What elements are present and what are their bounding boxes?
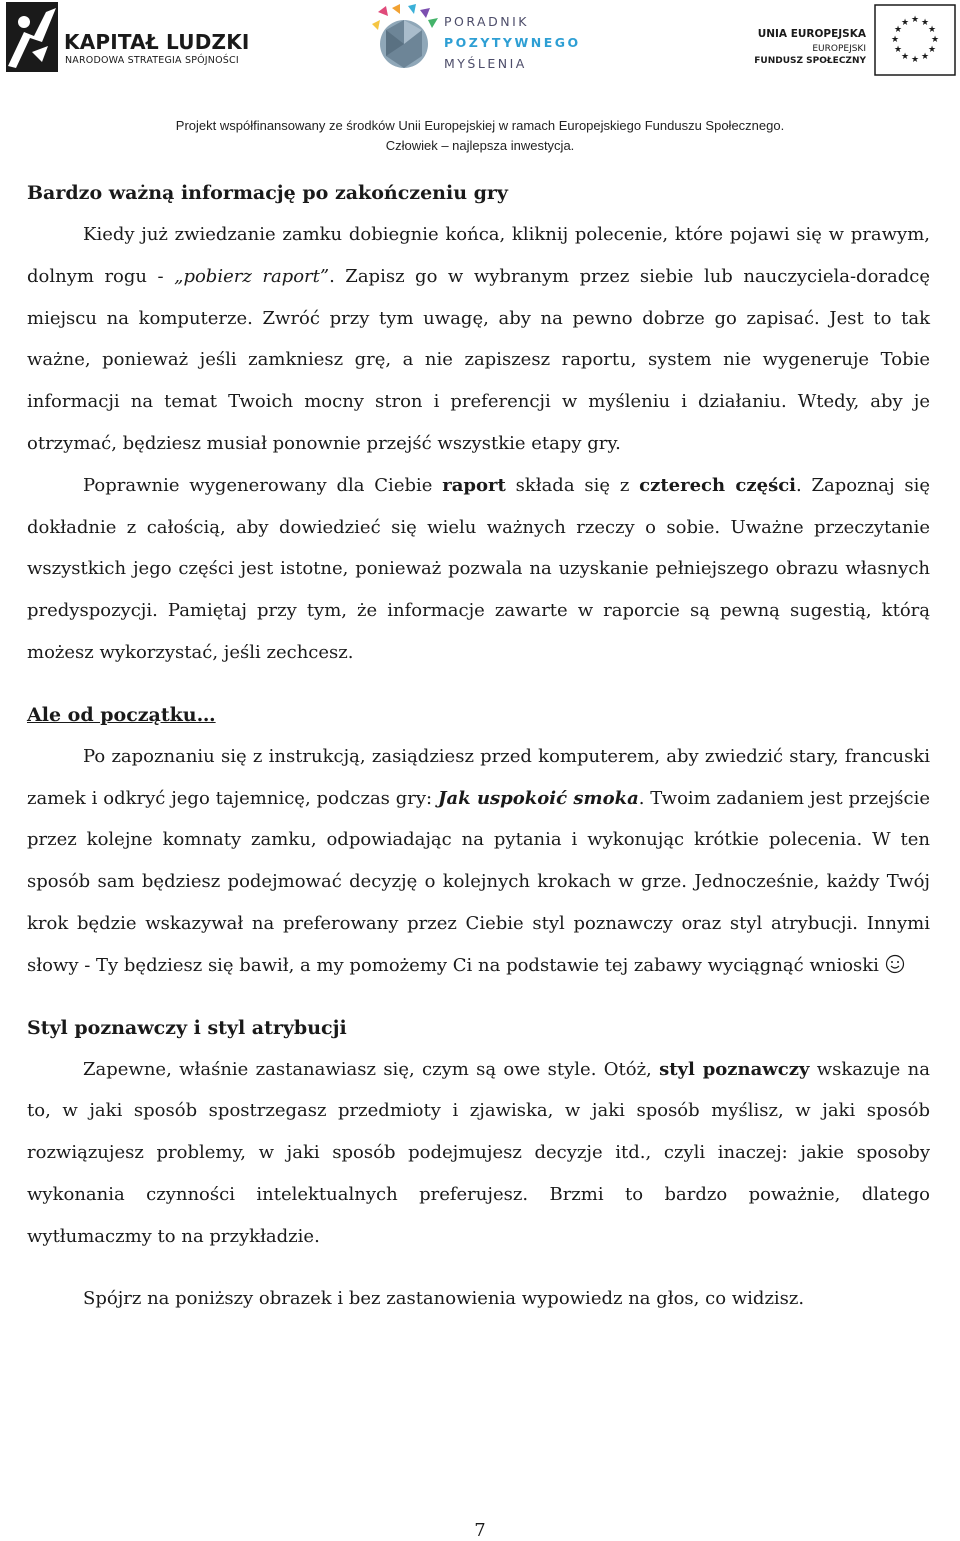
section-1-paragraph-2 — [27, 465, 930, 674]
eu-line-3: FUNDUSZ SPOŁECZNY — [754, 56, 866, 66]
project-info — [0, 116, 960, 156]
smiley-icon — [885, 954, 905, 974]
section-2-paragraph-1 — [27, 736, 930, 987]
section-2-heading-text: Ale od początku… — [27, 703, 216, 726]
section-3-paragraph-2: Spójrz na poniższy obrazek i bez zastanowienia wypowiedz na głos, co widzisz. — [83, 1287, 805, 1309]
game-title: Jak uspokoić smoka — [437, 787, 639, 809]
bold-four-parts: czterech części — [639, 474, 796, 496]
download-report-quote: „pobierz raport” — [174, 265, 330, 287]
svg-text:★: ★ — [893, 45, 903, 55]
text-run: Zapewne, właśnie zastanawiasz się, czym są owe style. Otóż, — [83, 1058, 660, 1080]
eu-flag-icon — [874, 4, 956, 76]
poradnik-line-1: PORADNIK — [444, 14, 529, 29]
svg-text:★: ★ — [893, 25, 903, 35]
section-1-paragraph-1 — [27, 214, 930, 465]
poradnik-logo — [370, 4, 590, 76]
svg-text:★: ★ — [900, 52, 910, 62]
section-3-paragraph-1 — [27, 1049, 930, 1258]
svg-text:★: ★ — [900, 18, 910, 28]
text-run: składa się z — [505, 474, 640, 496]
svg-text:★: ★ — [910, 15, 920, 25]
section-2-heading — [27, 694, 930, 736]
section-3-heading: Styl poznawczy i styl atrybucji — [27, 1016, 347, 1039]
svg-text:★: ★ — [927, 45, 937, 55]
svg-text:★: ★ — [920, 18, 930, 28]
project-line-2: Człowiek – najlepsza inwestycja. — [385, 138, 575, 153]
bold-cognitive-style: styl poznawczy — [659, 1058, 810, 1080]
document-body — [27, 172, 930, 1319]
poradnik-line-3: MYŚLENIA — [444, 56, 527, 71]
text-run: Kiedy już zwiedzanie zamku dobiegnie końca, kliknij polecenie, które pojawi się w prawym, dolnym rogu - — [27, 224, 930, 287]
header-logos — [0, 0, 960, 80]
text-run: wskazuje na to, w jaki sposób spostrzegasz przedmioty i zjawiska, w jaki sposób myślisz, w jaki sposób rozwiązujesz problemy, w jaki sposób podejmujesz decyzje itd., czyli inaczej: jakie sposoby wykonania czynności intelektualnych preferujesz. Brzmi to bardzo poważnie, dlatego wytłumaczmy to na przykładzie. — [27, 1058, 930, 1247]
eu-line-2: EUROPEJSKI — [812, 44, 866, 54]
kapital-ludzki-subtitle: NARODOWA STRATEGIA SPÓJNOŚCI — [65, 55, 239, 66]
kapital-ludzki-title: KAPITAŁ LUDZKI — [64, 30, 250, 54]
eu-logo — [752, 2, 958, 76]
kapital-ludzki-logo — [2, 2, 264, 74]
svg-text:★: ★ — [920, 52, 930, 62]
text-run: . Zapoznaj się dokładnie z całością, aby dowiedzieć się wielu ważnych rzeczy o sobie. Uważne przeczytanie wszystkich jego części jest istotne, ponieważ pozwala na uzyskanie pełniejszego obrazu własnych predyspozycji. Pamiętaj przy tym, że informacje zawarte w raporcie są pewną sugestią, którą możesz wykorzystać, jeśli zechcesz. — [27, 474, 930, 663]
text-run: Po zapoznaniu się z instrukcją, zasiądziesz przed komputerem, aby zwiedzić stary, francuski zamek i odkryć jego tajemnicę, podczas gry: — [27, 745, 930, 809]
section-1-heading: Bardzo ważną informację po zakończeniu gry — [27, 182, 508, 204]
eu-line-1: UNIA EUROPEJSKA — [757, 28, 866, 40]
project-line-1: Projekt współfinansowany ze środków Unii Europejskiej w ramach Europejskiego Funduszu Społecznego. — [175, 118, 785, 133]
svg-text:★: ★ — [910, 55, 920, 65]
text-run: . Zapisz go w wybranym przez siebie lub nauczyciela-doradcę miejscu na komputerze. Zwróć przy tym uwagę, aby na pewno dobrze go zapisać. Jest to tak ważne, ponieważ jeśli zamkniesz grę, a nie zapiszesz raportu, system nie wygeneruje Tobie informacji na temat Twoich mocny stron i preferencji w myśleniu i działaniu. Wtedy, aby je otrzymać, będziesz musiał ponownie przejść wszystkie etapy gry. — [27, 265, 931, 454]
text-run: . Twoim zadaniem jest przejście przez kolejne komnaty zamku, odpowiadając na pytania i wykonując krótkie polecenia. W ten sposób sam będziesz podejmować decyzję o kolejnych krokach w grze. Jednocześnie, każdy Twój krok będzie wskazywał na preferowany przez Ciebie styl poznawczy oraz styl atrybucji. Innymi słowy - Ty będziesz się bawił, a my pomożemy Ci na podstawie tej zabawy wyciągnąć wnioski — [27, 787, 931, 976]
svg-text:★: ★ — [927, 25, 937, 35]
svg-text:★: ★ — [890, 35, 900, 45]
svg-text:★: ★ — [930, 35, 940, 45]
bold-report: raport — [442, 474, 506, 496]
poradnik-line-2: POZYTYWNEGO — [444, 35, 581, 50]
poradnik-logo-icon — [370, 4, 440, 76]
text-run: Poprawnie wygenerowany dla Ciebie — [83, 474, 443, 496]
kapital-ludzki-logo-icon — [2, 2, 62, 74]
page-number: 7 — [474, 1520, 486, 1541]
